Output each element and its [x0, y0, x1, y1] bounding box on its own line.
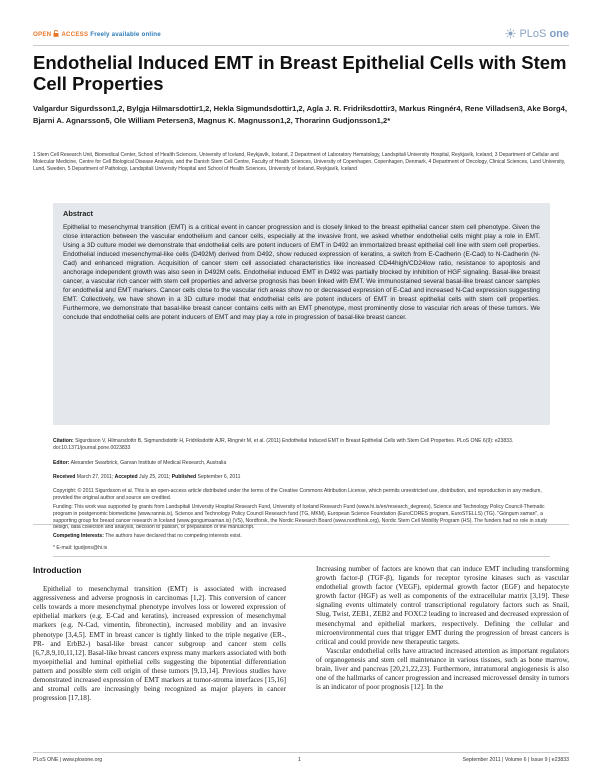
abstract-box: [53, 203, 550, 425]
meta-divider-top: [33, 524, 569, 525]
open-lock-icon: [53, 30, 59, 37]
introduction-heading: Introduction: [33, 565, 82, 575]
published-date: September 6, 2011: [197, 474, 241, 480]
right-column: [316, 565, 569, 692]
received-label: Received: [53, 474, 76, 480]
affiliations: 1 Stem Cell Research Unit, Biomedical Center, School of Health Sciences, University of Iceland, Reykjavík, Iceland, 2 Department of Laboratory Hematology, Landspitali University Hospital, Reykjavík, Iceland, 3 Department of Cellular and Molecular Medicine, Centre for Cell Biological Disease Analysis, and the Danish Stem Cell Centre, Faculty of Health Sciences, University of Copenhagen, Copenhagen, Denmark, 4 Department of Oncology, Clinical Sciences, Lund University, Lund, Sweden, 5 Department of Pathology, Landspitali University Hospital and School of Health Sciences, University of Iceland, Reykjavík, Iceland: [33, 152, 566, 172]
plos-sun-icon: [505, 28, 516, 39]
footer-divider: [33, 752, 569, 753]
intro-paragraph-3: Vascular endothelial cells have attracted increased attention as important regulators of organogenesis and stem cell maintenance in various tissues, such as bone marrow, brain, liver and pancreas [20,21,22,23]. Furthermore, intratumoral angiogenesis is also one of the hallmarks of cancer progression and increased microvessel density in tumors is an indicator of poor prognosis [12]. In the: [316, 646, 569, 692]
competing-text: The authors have declared that no competing interests exist.: [105, 533, 242, 539]
header-divider: [33, 45, 569, 46]
footer-journal: PLoS ONE | www.plosone.org: [33, 757, 103, 763]
meta-divider-bottom: [53, 556, 550, 557]
article-title: Endothelial Induced EMT in Breast Epithelial Cells with Stem Cell Properties: [33, 52, 567, 94]
open-access-badge: [33, 30, 161, 38]
open-label: OPEN: [33, 31, 52, 38]
accepted-label: Accepted: [114, 474, 138, 480]
competing-label: Competing Interests:: [53, 533, 104, 539]
page-number: 1: [298, 757, 301, 763]
funding: Funding: This work was supported by grants from Landspitali University Hospital Research Fund, University of Iceland Research Fund (www.hi.is/en/research_degrees), Science and Technology Policy Council-Thematic program in postgenomic biomedicine (www.rannis.is), Science and Technology Policy Council Research fund (TG, MKM), European Science Foundation (EuroCORES program, EuroSTELLS) (TG). "Göngum saman", a supporting group for breast cancer research in Iceland (www.gongumsaman.is) (VS), Nordforsk, the Nordic Research Board (www.nordforsk.org), Nordic Stem Cell Mobility Program (HS). The funders had no role in study design, data collection and analysis, decision to publish, or preparation of the manuscript.: [53, 504, 548, 531]
freely-available-label: Freely available online: [90, 31, 161, 38]
received-date: March 27, 2011;: [76, 474, 114, 480]
citation-label: Citation:: [53, 438, 74, 444]
access-label: ACCESS: [61, 31, 89, 38]
published-label: Published: [171, 474, 197, 480]
editor-text: Alexander Swarbrick, Garvan Institute of Medical Research, Australia: [70, 460, 227, 466]
page-footer: [33, 757, 569, 765]
citation: [53, 438, 550, 452]
email: * E-mail: tgudjons@hi.is: [53, 545, 108, 551]
abstract-text: Epithelial to mesenchymal transition (EMT) is a critical event in cancer progression and is closely linked to the breast epithelial cancer stem cell phenotype. Given the close interaction between the vascular endothelium and cancer cells, especially at the invasive front, we asked whether endothelial cells might play a role in EMT. Using a 3D culture model we demonstrate that endothelial cells are potent inducers of EMT in D492 an immortalized breast epithelial cell line with stem cell properties. Endothelial induced mesenchymal-like cells (D492M) derived from D492, show reduced expression of keratins, a switch from E-Cadherin (E-Cad) to N-Cadherin (N-Cad) and enhanced migration. Acquisition of cancer stem cell associated characteristics like increased CD44high/CD24low ratio, resistance to apoptosis and anchorage independent growth was also seen in D492M cells. Endothelial induced EMT in D492 was partially blocked by inhibition of HGF signaling. Basal-like breast cancer, a vascular rich cancer with stem cell properties and adverse prognosis has been linked with EMT. We immunostained several basal-like breast cancer samples for endothelial and EMT markers. Cancer cells close to the vascular rich areas show no or decreased expression of E-Cad and increased N-Cad expression suggesting EMT. Collectively, we have shown in a 3D culture model that endothelial cells are potent inducers of EMT in breast epithelial cells with stem cell properties. Furthermore, we demonstrate that basal-like breast cancer contains cells with an EMT phenotype, most prominently close to vascular rich areas of these tumors. We conclude that endothelial cells are potent inducers of EMT and may play a role in progression of basal-like breast cancer.: [63, 224, 540, 322]
left-column: [33, 566, 286, 703]
footer-issue: September 2011 | Volume 6 | Issue 9 | e23833: [462, 757, 569, 763]
dates: [53, 474, 550, 481]
abstract-heading: Abstract: [63, 209, 93, 218]
intro-paragraph-1: Epithelial to mesenchymal transition (EMT) is associated with increased aggressiveness and adverse prognosis in carcinomas [1,2]. This conversion of cancer cells towards a more mesenchymal phenotype involves loss or lowered expression of epithelial markers (e.g. E-Cad and keratins), increased expression of mesenchymal markers (e.g. N-Cad, vimentin, fibronectin), increased mobility and an invasive phenotype [3,4,5]. EMT in breast cancer is tightly linked to the triple negative (ER-, PR- and ErbB2-) basal-like breast cancer subgroup and cancer stem cells [6,7,8,9,10,11,12]. Basal-like breast cancers express many markers associated with both myoepithelial and luminal epithelial cells suggesting the bipotential differentiation pattern and possible stem cell origin of these tumors [9,13,14]. Previous studies have demonstrated increased expression of EMT markers at tumor-stroma interfaces [15,16] and stromal cells are increasingly being recognized as major players in cancer progression [17,18].: [33, 585, 286, 703]
journal-logo-plos: PLoS: [519, 28, 547, 40]
author-list: Valgardur Sigurdsson1,2, Bylgja Hilmarsdottir1,2, Hekla Sigmundsdottir1,2, Agla J. R. Fridriksdottir3, Markus Ringnér4, Rene Villadsen3, Ake Borg4, Bjarni A. Agnarsson5, Ole William Petersen3, Magnus K. Magnusson1,2, Thorarinn Gudjonsson1,2*: [33, 104, 567, 125]
copyright: Copyright: © 2011 Sigurdsson et al. This is an open-access article distributed under the terms of the Creative Commons Attribution License, which permits unrestricted use, distribution, and reproduction in any medium, provided the original author and source are credited.: [53, 488, 542, 501]
journal-logo-one: one: [549, 28, 569, 40]
citation-text: Sigurdsson V, Hilmarsdottir B, Sigmundsdottir H, Fridriksdottir AJR, Ringnér M, et al. (2011) Endothelial Induced EMT in Breast Epithelial Cells with Stem Cell Properties. PLoS ONE 6(9): e23833. doi:10.1371/journal.pone.0023833: [53, 438, 514, 451]
intro-paragraph-2: Increasing number of factors are known that can induce EMT including transforming growth factor-β (TGF-β), ligands for receptor tyrosine kinases such as vascular endothelial growth factor (VEGF), epidermal growth factor (EGF) and hepatocyte growth factor (HGF) as well as components of the extracellular matrix [3,19]. These signaling events ultimately control transcriptional regulatory factors such as Snail, Slug, Twist, ZEB1, ZEB2 and FOXC2 leading to increased and decreased expression of mesenchymal and epithelial markers, respectively. Defining the cellular and microenvironmental cues that trigger EMT during the progression of breast cancers is critical and could provide new therapeutic targets.: [316, 565, 569, 646]
journal-logo: [505, 28, 569, 40]
page-header: [33, 28, 569, 44]
editor-label: Editor:: [53, 460, 70, 466]
accepted-date: July 25, 2011;: [139, 474, 171, 480]
editor: [53, 460, 550, 467]
competing-interests: [53, 533, 550, 540]
